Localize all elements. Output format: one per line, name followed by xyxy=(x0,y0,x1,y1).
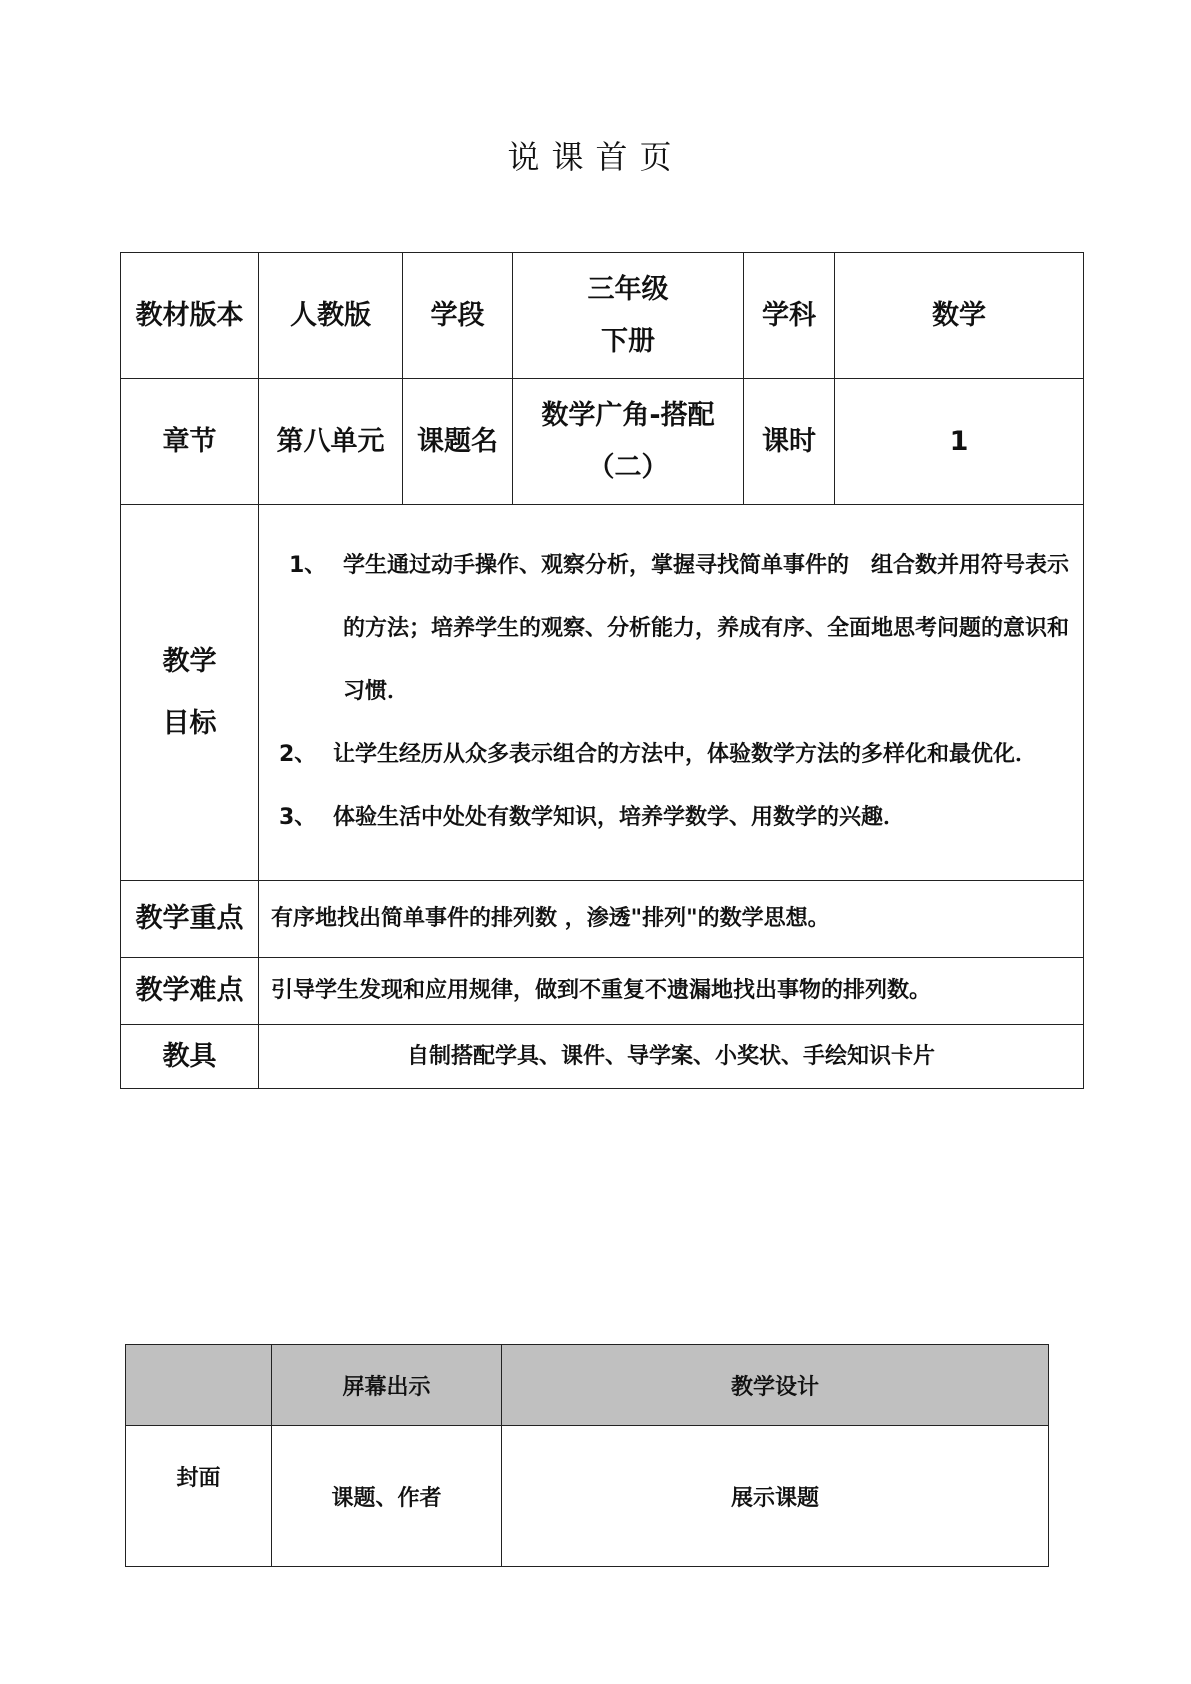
stage-value-line2: 下册 xyxy=(601,325,655,357)
design-row-screen: 课题、作者 xyxy=(272,1426,502,1567)
goal-text: 学生通过动手操作、观察分析，掌握寻找简单事件的 组合数并用符号表示的方法；培养学生的观察、分析能力，养成有序、全面地思考问题的意识和习惯． xyxy=(343,553,1070,704)
stage-label: 学段 xyxy=(403,253,513,379)
goals-label-line2: 目标 xyxy=(162,707,217,739)
period-label: 课时 xyxy=(744,379,835,505)
subject-value: 数学 xyxy=(835,253,1084,379)
key-point-text: 有序地找出简单事件的排列数 ，渗透"排列"的数学思想。 xyxy=(259,881,1084,958)
tools-label: 教具 xyxy=(121,1025,259,1089)
goal-text: 让学生经历从众多表示组合的方法中，体验数学方法的多样化和最优化． xyxy=(333,742,1038,767)
page-title: 说课首页 xyxy=(507,138,684,176)
goals-label-line1: 教学 xyxy=(162,645,217,677)
design-header-design: 教学设计 xyxy=(502,1345,1049,1426)
topic-label: 课题名 xyxy=(403,379,513,505)
chapter-value: 第八单元 xyxy=(259,379,403,505)
design-row-design: 展示课题 xyxy=(502,1426,1049,1567)
chapter-label: 章节 xyxy=(121,379,259,505)
key-point-label: 教学重点 xyxy=(121,881,259,958)
tools-text: 自制搭配学具、课件、导学案、小奖状、手绘知识卡片 xyxy=(259,1025,1084,1089)
design-row xyxy=(126,1426,1049,1567)
edition-value: 人教版 xyxy=(259,253,403,379)
stage-value xyxy=(513,253,744,379)
stage-value-line1: 三年级 xyxy=(587,273,669,305)
subject-label: 学科 xyxy=(744,253,835,379)
goals-row xyxy=(121,505,1084,881)
difficulty-text: 引导学生发现和应用规律，做到不重复不遗漏地找出事物的排列数。 xyxy=(259,958,1084,1025)
design-row-label: 封面 xyxy=(126,1426,272,1567)
goal-item xyxy=(269,723,1075,786)
design-header-screen: 屏幕出示 xyxy=(272,1345,502,1426)
topic-value-line2: （二） xyxy=(587,451,669,483)
goals-label xyxy=(121,505,259,881)
goal-number: 1、 xyxy=(289,553,327,578)
topic-value-line1: 数学广角-搭配 xyxy=(541,399,715,431)
goal-text: 体验生活中处处有数学知识，培养学数学、用数学的兴趣． xyxy=(333,805,906,830)
topic-value xyxy=(513,379,744,505)
info-row-2 xyxy=(121,379,1084,505)
lesson-info-table xyxy=(120,252,1084,1089)
design-header-empty xyxy=(126,1345,272,1426)
difficulty-label: 教学难点 xyxy=(121,958,259,1025)
goal-item xyxy=(269,534,1075,723)
info-row-1 xyxy=(121,253,1084,379)
design-table xyxy=(125,1344,1049,1567)
period-value: 1 xyxy=(835,379,1084,505)
difficulty-row xyxy=(121,958,1084,1025)
goal-number: 3、 xyxy=(279,805,317,830)
design-header-row xyxy=(126,1345,1049,1426)
tools-row xyxy=(121,1025,1084,1089)
goals-content xyxy=(259,505,1084,881)
edition-label: 教材版本 xyxy=(121,253,259,379)
key-point-row xyxy=(121,881,1084,958)
goal-number: 2、 xyxy=(279,742,317,767)
goal-item xyxy=(269,786,1075,849)
